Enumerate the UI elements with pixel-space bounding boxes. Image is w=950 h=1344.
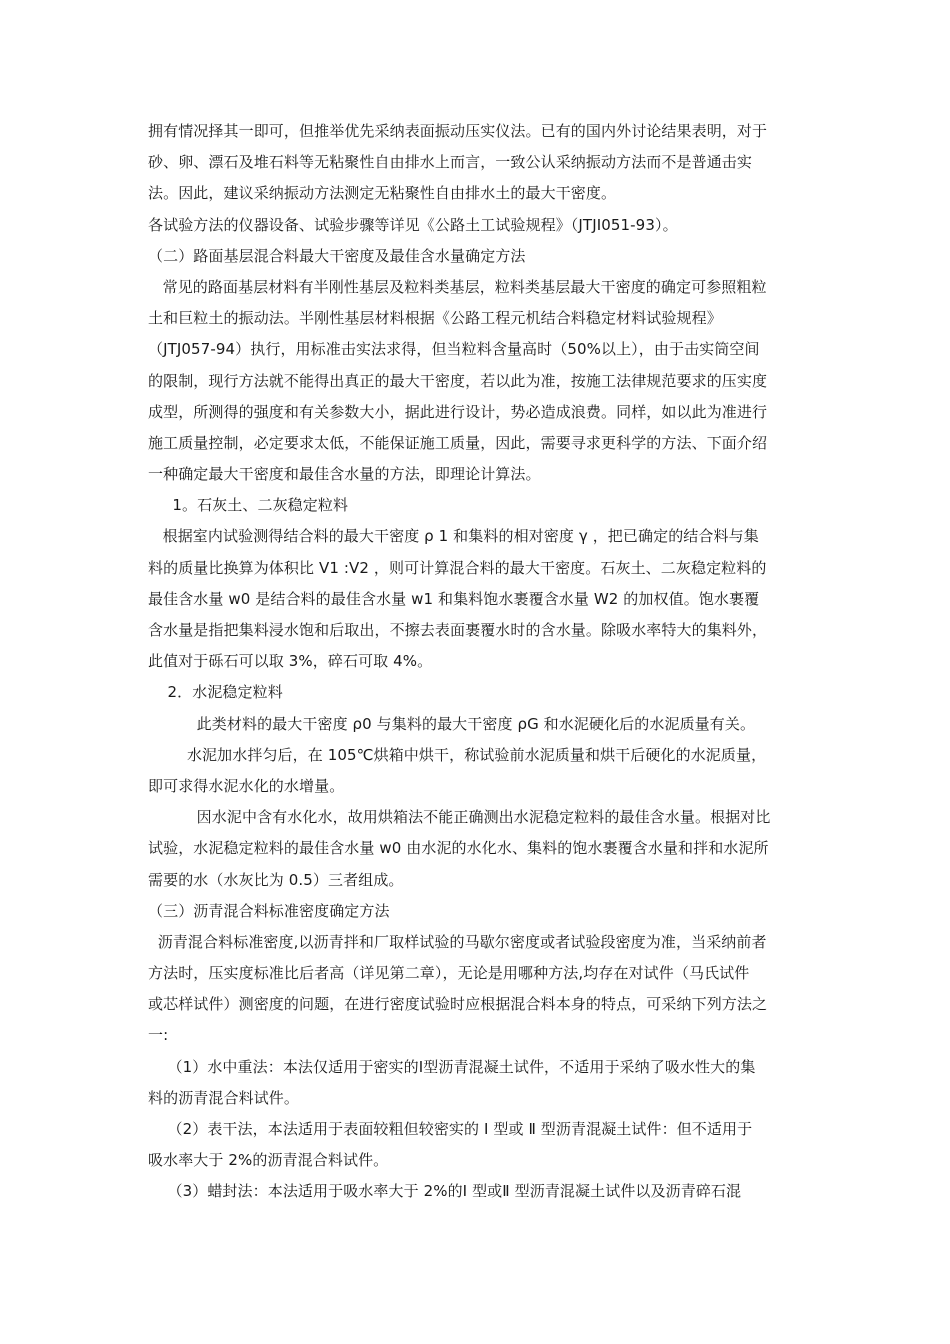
text-line: 法。因此，建议采纳振动方法测定无粘聚性自由排水土的最大干密度。 (148, 184, 617, 203)
text-line: 此值对于砾石可以取 3%，碎石可取 4%。 (148, 652, 433, 671)
document-body (148, 116, 808, 1208)
text-line: 含水量是指把集料浸水饱和后取出，不擦去表面裹覆水时的含水量。除吸水率特大的集料外， (148, 621, 768, 639)
text-line: 的限制，现行方法就不能得出真正的最大干密度，若以此为准，按施工法律规范要求的压实度 (148, 371, 768, 390)
text-line: 一: (148, 1026, 169, 1045)
text-line: 拥有情况择其一即可，但推举优先采纳表面振动压实仪法。已有的国内外讨论结果表明，对于 (148, 122, 768, 140)
text-line: 施工质量控制，必定要求太低，不能保证施工质量，因此，需要寻求更科学的方法、下面介绍 (148, 433, 768, 452)
text-line: 方法时，压实度标准比后者高（详见第二章），无论是用哪种方法,均存在对试件（马氏试件 (148, 964, 750, 983)
text-line: 土和巨粒土的振动法。半刚性基层材料根据《公路工程元机结合料稳定材料试验规程》 (148, 309, 722, 328)
text-line: 需要的水（水灰比为 0.5）三者组成。 (148, 870, 404, 889)
text-line: 砂、卵、漂石及堆石料等无粘聚性自由排水上而言，一致公认采纳振动方法而不是普通击实 (148, 153, 753, 172)
text-line: 常见的路面基层材料有半刚性基层及粒料类基层，粒料类基层最大干密度的确定可参照粗粒 (148, 277, 767, 296)
text-line: 水泥加水拌匀后，在 105℃烘箱中烘干，称试验前水泥质量和烘干后硬化的水泥质量， (148, 745, 767, 764)
section-heading: （三）沥青混合料标准密度确定方法 (148, 901, 390, 920)
text-line: 吸水率大于 2%的沥青混合料试件。 (148, 1151, 389, 1170)
text-line: 料的质量比换算为体积比 V1 :V2 ，则可计算混合料的最大干密度。石灰土、二灰稳定粒料的 (148, 558, 767, 577)
text-line: 即可求得水泥水化的水增量。 (148, 776, 345, 795)
text-line: （JTJ057-94）执行，用标准击实法求得，但当粒料含量高时（50%以上），由于击实筒空间 (148, 340, 760, 359)
list-item: （3）蜡封法：本法适用于吸水率大于 2%的Ⅰ 型或Ⅱ 型沥青混凝土试件以及沥青碎石混 (148, 1182, 742, 1201)
list-item: （1）水中重法：本法仅适用于密实的Ⅰ型沥青混凝土试件，不适用于采纳了吸水性大的集 (148, 1057, 756, 1076)
text-line: 最佳含水量 w0 是结合料的最佳含水量 w1 和集料饱水裹覆含水量 W2 的加权值。饱水裹覆 (148, 589, 760, 608)
subsection-heading: 1。石灰土、二灰稳定粒料 (148, 496, 349, 515)
text-line: 一种确定最大干密度和最佳含水量的方法，即理论计算法。 (148, 465, 541, 484)
text-line: 根据室内试验测得结合料的最大干密度 ρ 1 和集料的相对密度 γ ，把已确定的结合料与集 (148, 527, 759, 546)
text-line: 因水泥中含有水化水，故用烘箱法不能正确测出水泥稳定粒料的最佳含水量。根据对比 (148, 808, 771, 827)
list-item: （2）表干法，本法适用于表面较粗但较密实的 Ⅰ 型或 Ⅱ 型沥青混凝土试件：但不适用于 (148, 1120, 753, 1138)
text-line: 料的沥青混合料试件。 (148, 1088, 300, 1107)
subsection-heading: 2．水泥稳定粒料 (148, 683, 283, 702)
text-line: 此类材料的最大干密度 ρ0 与集料的最大干密度 ρG 和水泥硬化后的水泥质量有关。 (148, 714, 756, 733)
text-line: 成型，所测得的强度和有关参数大小，据此进行设计，势必造成浪费。同样，如以此为准进行 (148, 402, 768, 421)
text-line: 各试验方法的仪器设备、试验步骤等详见《公路土工试验规程》（JTJI051-93）。 (148, 215, 678, 234)
text-line: 试验，水泥稳定粒料的最佳含水量 w0 由水泥的水化水、集料的饱水裹覆含水量和拌和水泥所 (148, 839, 769, 858)
text-line: 沥青混合料标准密度,以沥青拌和厂取样试验的马歇尔密度或者试验段密度为准，当采纳前者 (148, 932, 767, 951)
section-heading: （二）路面基层混合料最大干密度及最佳含水量确定方法 (148, 246, 526, 265)
text-line: 或芯样试件）测密度的问题，在进行密度试验时应根据混合料本身的特点，可采纳下列方法之 (148, 995, 768, 1014)
